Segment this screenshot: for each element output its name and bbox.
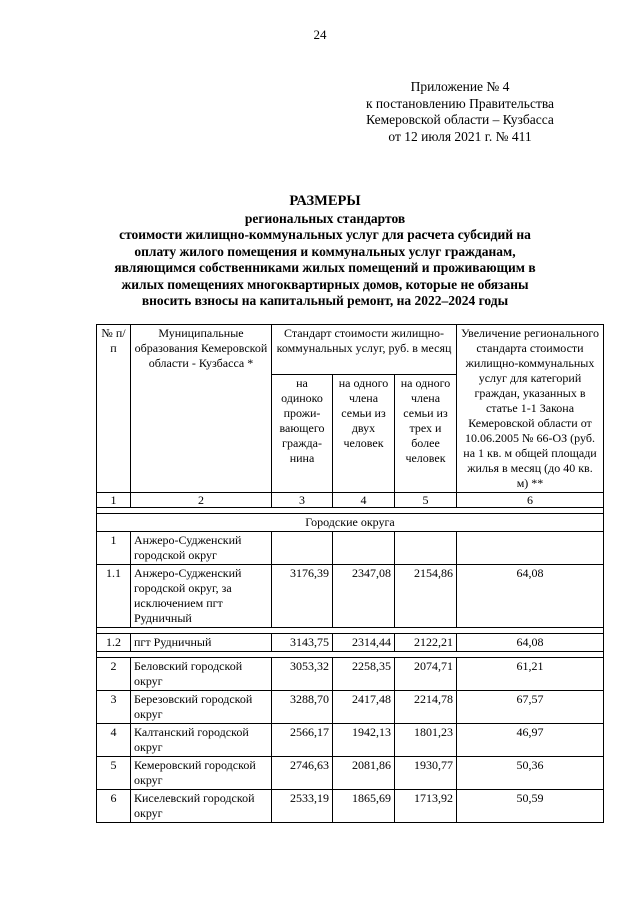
standards-table <box>96 324 604 823</box>
column-number-row <box>97 493 604 508</box>
column-number: 3 <box>272 493 333 508</box>
row-num: 1.2 <box>97 634 131 652</box>
row-three <box>395 532 457 565</box>
row-increase: 61,21 <box>457 658 604 691</box>
header-municipality: Муниципальные образования Кемеровской области - Кузбасса * <box>131 325 272 493</box>
appendix-line: Приложение № 4 <box>410 79 510 94</box>
row-num: 3 <box>97 691 131 724</box>
row-num: 4 <box>97 724 131 757</box>
header-standard: Стандарт стоимости жилищно-коммунальных услуг, руб. в месяц <box>272 325 457 375</box>
table-row <box>97 691 604 724</box>
appendix-header <box>340 79 580 145</box>
row-num: 6 <box>97 790 131 823</box>
row-name: пгт Рудничный <box>131 634 272 652</box>
row-single: 3053,32 <box>272 658 333 691</box>
row-single: 2566,17 <box>272 724 333 757</box>
group-title: Городские округа <box>97 514 604 532</box>
table-row <box>97 757 604 790</box>
row-num: 5 <box>97 757 131 790</box>
appendix-line: от 12 июля 2021 г. № 411 <box>388 128 532 144</box>
column-number: 1 <box>97 493 131 508</box>
row-single: 2533,19 <box>272 790 333 823</box>
title-line: региональных стандартов <box>244 210 406 226</box>
column-number: 4 <box>333 493 395 508</box>
table-row <box>97 658 604 691</box>
row-name: Анжеро-Судженский городской округ, за исключением пгт Рудничный <box>131 565 272 628</box>
row-two: 1942,13 <box>333 724 395 757</box>
row-single <box>272 532 333 565</box>
header-num: № п/п <box>97 325 131 493</box>
row-single: 3288,70 <box>272 691 333 724</box>
header-three-plus: на одного члена семьи из трех и более человек <box>395 375 457 493</box>
header-two-person: на одного члена семьи из двух человек <box>333 375 395 493</box>
row-single: 3176,39 <box>272 565 333 628</box>
row-two <box>333 532 395 565</box>
row-increase <box>457 532 604 565</box>
row-increase: 50,59 <box>457 790 604 823</box>
row-two: 2347,08 <box>333 565 395 628</box>
row-three: 1930,77 <box>395 757 457 790</box>
header-single: на одиноко прожи-вающего гражда-нина <box>272 375 333 493</box>
table-row <box>97 532 604 565</box>
table-row <box>97 565 604 628</box>
row-increase: 64,08 <box>457 634 604 652</box>
row-num: 2 <box>97 658 131 691</box>
row-two: 2417,48 <box>333 691 395 724</box>
column-number: 6 <box>457 493 604 508</box>
title-line: оплату жилого помещения и коммунальных услуг гражданам, <box>134 243 516 259</box>
appendix-line: к постановлению Правительства <box>365 95 555 111</box>
title-line: являющимся собственниками жилых помещений и проживающим в <box>114 260 536 275</box>
row-single: 3143,75 <box>272 634 333 652</box>
table-row <box>97 724 604 757</box>
page-number: 24 <box>313 27 327 42</box>
row-name: Анжеро-Судженский городской округ <box>131 532 272 565</box>
header-increase: Увеличение регионального стандарта стоимости жилищно-коммунальных услуг для категорий граждан, указанных в статье 1-1 Закона Кемеровской области от 10.06.2005 № 66-ОЗ (руб. на 1 кв. м общей площади жилья в месяц (до 40 кв. м) ** <box>457 325 604 493</box>
appendix-line: Кемеровской области – Кузбасса <box>366 112 554 127</box>
table-row <box>97 634 604 652</box>
row-num: 1 <box>97 532 131 565</box>
row-two: 1865,69 <box>333 790 395 823</box>
row-name: Кемеровский городской округ <box>131 757 272 790</box>
title-main: РАЗМЕРЫ <box>289 193 361 209</box>
row-name: Березовский городской округ <box>131 691 272 724</box>
table-row <box>97 790 604 823</box>
title-line: стоимости жилищно-коммунальных услуг для расчета субсидий на <box>119 227 531 242</box>
row-increase: 67,57 <box>457 691 604 724</box>
row-three: 1713,92 <box>395 790 457 823</box>
column-number: 2 <box>131 493 272 508</box>
row-two: 2314,44 <box>333 634 395 652</box>
row-increase: 46,97 <box>457 724 604 757</box>
row-two: 2081,86 <box>333 757 395 790</box>
row-three: 1801,23 <box>395 724 457 757</box>
row-increase: 50,36 <box>457 757 604 790</box>
row-name: Киселевский городской округ <box>131 790 272 823</box>
row-three: 2122,21 <box>395 634 457 652</box>
row-name: Калтанский городской округ <box>131 724 272 757</box>
row-num: 1.1 <box>97 565 131 628</box>
group-row <box>97 514 604 532</box>
column-number: 5 <box>395 493 457 508</box>
row-single: 2746,63 <box>272 757 333 790</box>
row-three: 2154,86 <box>395 565 457 628</box>
title-line: жилых помещениях многоквартирных домов, которые не обязаны <box>121 276 529 292</box>
row-three: 2074,71 <box>395 658 457 691</box>
title-line: вносить взносы на капитальный ремонт, на 2022–2024 годы <box>141 293 509 308</box>
row-name: Беловский городской округ <box>131 658 272 691</box>
row-two: 2258,35 <box>333 658 395 691</box>
row-increase: 64,08 <box>457 565 604 628</box>
row-three: 2214,78 <box>395 691 457 724</box>
document-title <box>90 193 560 310</box>
